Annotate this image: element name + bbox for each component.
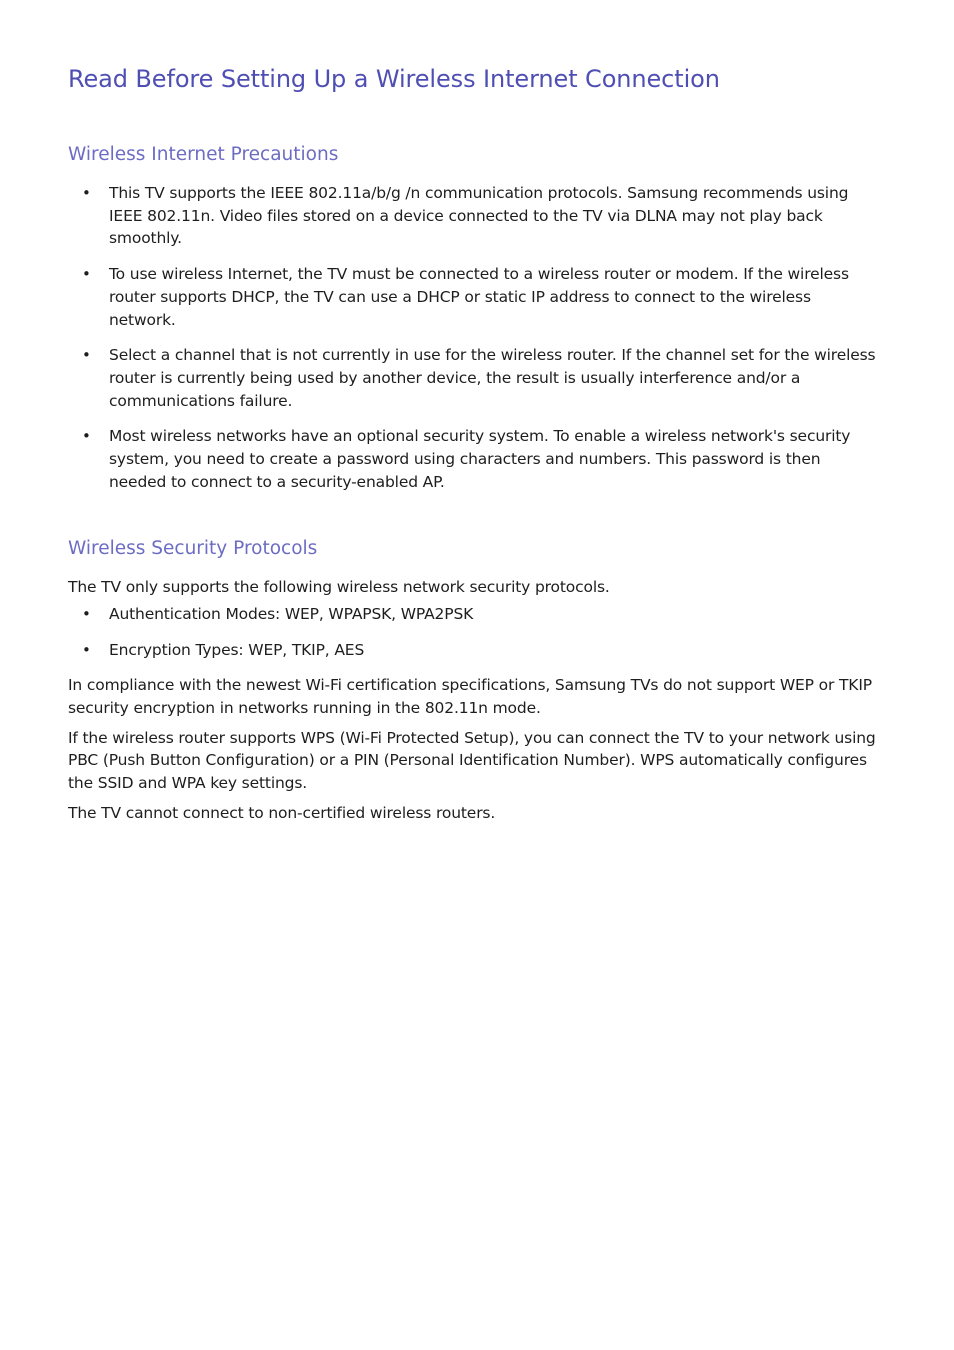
compliance-paragraph: In compliance with the newest Wi-Fi certification specifications, Samsung TVs do not support WEP or TKIP security encryption in networks running in the 802.11n mode. <box>68 676 872 717</box>
protocols-intro: The TV only supports the following wireless network security protocols. <box>68 578 610 597</box>
bullet-icon: • <box>82 641 91 660</box>
bullet-icon: • <box>82 427 91 446</box>
certification-paragraph: The TV cannot connect to non-certified wireless routers. <box>68 803 496 822</box>
list-item: • Select a channel that is not currently in use for the wireless router. If the channel set for the wireless router is currently being used by another device, the result is usually interference and/or a communications failure. <box>82 346 876 410</box>
protocols-list <box>68 603 882 661</box>
list-item: • Encryption Types: WEP, TKIP, AES <box>82 641 365 660</box>
list-item: • Most wireless networks have an optional security system. To enable a wireless network's security system, you need to create a password using characters and numbers. This password is then needed to connect to a security-enabled AP. <box>82 427 851 491</box>
bullet-icon: • <box>82 184 91 202</box>
section-heading-protocols: Wireless Security Protocols <box>68 538 318 560</box>
bullet-icon: • <box>82 265 91 284</box>
page-title: Read Before Setting Up a Wireless Internet Connection <box>68 65 720 93</box>
list-item: • This TV supports the IEEE 802.11a/b/g /n communication protocols. Samsung recommends using IEEE 802.11n. Video files stored on a device connected to the TV via DLNA may not play back smoothly. <box>82 184 849 248</box>
wps-paragraph: If the wireless router supports WPS (Wi-Fi Protected Setup), you can connect the TV to your network using PBC (Push Button Configuration) or a PIN (Personal Identification Number). WPS automatically configures the SSID and WPA key settings. <box>68 728 876 792</box>
bullet-icon: • <box>82 605 91 624</box>
section-heading-precautions: Wireless Internet Precautions <box>68 144 339 165</box>
bullet-icon: • <box>82 346 91 365</box>
list-item: • To use wireless Internet, the TV must be connected to a wireless router or modem. If the wireless router supports DHCP, the TV can use a DHCP or static IP address to connect to the wireless network. <box>82 265 849 329</box>
list-item: • Authentication Modes: WEP, WPAPSK, WPA2PSK <box>82 605 474 624</box>
precautions-list <box>68 182 882 493</box>
